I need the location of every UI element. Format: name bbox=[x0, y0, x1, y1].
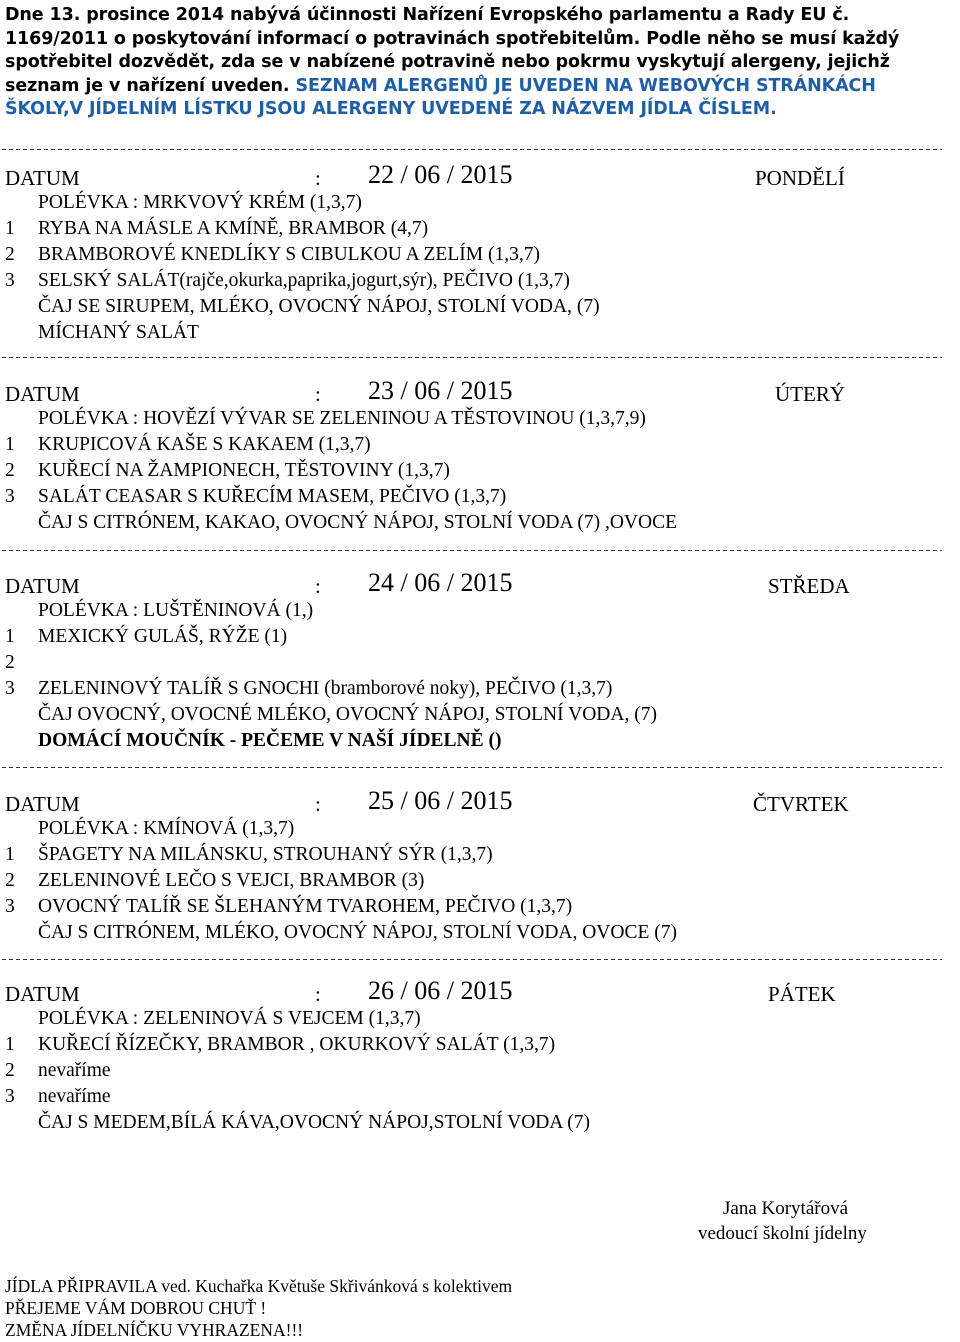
date-row bbox=[0, 160, 960, 190]
menu-item-number: 3 bbox=[5, 270, 15, 291]
menu-item-number: 2 bbox=[5, 460, 15, 481]
menu-line bbox=[0, 1110, 960, 1136]
date-label: DATUM bbox=[5, 574, 80, 598]
notice-text: Dne 13. prosince 2014 nabývá účinnosti Nařízení Evropského parlamentu a Rady EU č. 1169/2011 o poskytování informací o potravinách spotřebitelům. Podle něho se musí každý spotřebitel dozvědět, zda se v nabízené potravině nebo pokrmu vyskytují alergeny, jejichž seznam je v nařízení uveden. bbox=[5, 5, 900, 96]
separator bbox=[2, 545, 942, 555]
menu-item-text: ČAJ S MEDEM,BÍLÁ KÁVA,OVOCNÝ NÁPOJ,STOLNÍ VODA (7) bbox=[38, 1112, 590, 1133]
day-name: PÁTEK bbox=[768, 982, 836, 1006]
menu-item-text: POLÉVKA : MRKVOVÝ KRÉM (1,3,7) bbox=[38, 192, 362, 213]
menu-item-number: 1 bbox=[5, 626, 15, 647]
menu-item-text: SALÁT CEASAR S KUŘECÍM MASEM, PEČIVO (1,3,7) bbox=[38, 486, 507, 507]
menu-item-text: RYBA NA MÁSLE A KMÍNĚ, BRAMBOR (4,7) bbox=[38, 218, 429, 239]
menu-item-text: POLÉVKA : LUŠTĚNINOVÁ (1,) bbox=[38, 600, 314, 621]
menu-item-text: ČAJ S CITRÓNEM, KAKAO, OVOCNÝ NÁPOJ, STOLNÍ VODA (7) ,OVOCE bbox=[38, 512, 678, 533]
menu-item-text: BRAMBOROVÉ KNEDLÍKY S CIBULKOU A ZELÍM (1,3,7) bbox=[38, 244, 540, 265]
menu-line bbox=[0, 816, 960, 842]
menu-item-number: 3 bbox=[5, 486, 15, 507]
menu-item-number: 1 bbox=[5, 844, 15, 865]
menu-line bbox=[0, 624, 960, 650]
day-block bbox=[0, 160, 960, 346]
menu-line bbox=[0, 1006, 960, 1032]
menu-item-text: ČAJ OVOCNÝ, OVOCNÉ MLÉKO, OVOCNÝ NÁPOJ, STOLNÍ VODA, (7) bbox=[38, 704, 657, 725]
separator bbox=[2, 144, 942, 154]
menu-item-text: ZELENINOVÝ TALÍŘ S GNOCHI (bramborové noky), PEČIVO (1,3,7) bbox=[38, 678, 613, 699]
menu-line bbox=[0, 868, 960, 894]
day-block bbox=[0, 976, 960, 1136]
menu-item-number: 2 bbox=[5, 1060, 15, 1081]
menu-item-number: 2 bbox=[5, 244, 15, 265]
date-colon: : bbox=[315, 982, 321, 1006]
separator bbox=[2, 762, 942, 772]
date-colon: : bbox=[315, 166, 321, 190]
menu-line bbox=[0, 920, 960, 946]
day-block bbox=[0, 568, 960, 754]
date-colon: : bbox=[315, 382, 321, 406]
menu-item-number: 1 bbox=[5, 218, 15, 239]
menu-line bbox=[0, 1032, 960, 1058]
menu-item-number: 3 bbox=[5, 678, 15, 699]
date-row bbox=[0, 568, 960, 598]
date-colon: : bbox=[315, 574, 321, 598]
menu-line bbox=[0, 190, 960, 216]
date-colon: : bbox=[315, 792, 321, 816]
menu-line bbox=[0, 1058, 960, 1084]
menu-line bbox=[0, 842, 960, 868]
date-row bbox=[0, 786, 960, 816]
date-value: 25 / 06 / 2015 bbox=[368, 786, 513, 815]
menu-item-text: POLÉVKA : ZELENINOVÁ S VEJCEM (1,3,7) bbox=[38, 1008, 421, 1029]
menu-line bbox=[0, 216, 960, 242]
footer-prepared-by: JÍDLA PŘIPRAVILA ved. Kuchařka Květuše Skřivánková s kolektivem bbox=[5, 1276, 513, 1296]
notice-emphasis: SEZNAM ALERGENŮ JE UVEDEN NA WEBOVÝCH STRÁNKÁCH ŠKOLY,V JÍDELNÍM LÍSTKU JSOU ALERGENY UVEDENÉ ZA NÁZVEM JÍDLA ČÍSLEM. bbox=[5, 75, 876, 119]
menu-line bbox=[0, 894, 960, 920]
menu-item-number: 2 bbox=[5, 652, 15, 673]
menu-item-text: SELSKÝ SALÁT(rajče,okurka,paprika,jogurt,sýr), PEČIVO (1,3,7) bbox=[38, 270, 570, 291]
menu-line bbox=[0, 510, 960, 536]
menu-line bbox=[0, 702, 960, 728]
date-row bbox=[0, 976, 960, 1006]
menu-line bbox=[0, 598, 960, 624]
menu-item-text: ČAJ SE SIRUPEM, MLÉKO, OVOCNÝ NÁPOJ, STOLNÍ VODA, (7) bbox=[38, 296, 600, 317]
day-name: STŘEDA bbox=[768, 574, 850, 598]
day-name: PONDĚLÍ bbox=[755, 166, 845, 190]
menu-item-text: DOMÁCÍ MOUČNÍK - PEČEME V NAŠÍ JÍDELNĚ () bbox=[38, 730, 502, 751]
menu-item-text: KRUPICOVÁ KAŠE S KAKAEM (1,3,7) bbox=[38, 434, 371, 455]
menu-line bbox=[0, 406, 960, 432]
menu-item-number: 2 bbox=[5, 870, 15, 891]
date-row bbox=[0, 376, 960, 406]
date-value: 22 / 06 / 2015 bbox=[368, 160, 513, 189]
footer-change-notice: ZMĚNA JÍDELNÍČKU VYHRAZENA!!! bbox=[5, 1320, 304, 1340]
menu-item-text: KUŘECÍ ŘÍZEČKY, BRAMBOR , OKURKOVÝ SALÁT (1,3,7) bbox=[38, 1034, 556, 1055]
menu-line bbox=[0, 268, 960, 294]
menu-line bbox=[0, 294, 960, 320]
menu-item-text: KUŘECÍ NA ŽAMPIONECH, TĚSTOVINY (1,3,7) bbox=[38, 460, 450, 481]
menu-item-text: ČAJ S CITRÓNEM, MLÉKO, OVOCNÝ NÁPOJ, STOLNÍ VODA, OVOCE (7) bbox=[38, 922, 678, 943]
date-label: DATUM bbox=[5, 382, 80, 406]
day-block bbox=[0, 376, 960, 536]
menu-item-number: 3 bbox=[5, 1086, 15, 1107]
menu-line bbox=[0, 676, 960, 702]
menu-item-number: 1 bbox=[5, 1034, 15, 1055]
menu-item-number: 3 bbox=[5, 896, 15, 917]
signature-role: vedoucí školní jídelny bbox=[698, 1223, 867, 1244]
separator bbox=[2, 954, 942, 964]
day-name: ÚTERÝ bbox=[775, 382, 845, 406]
menu-item-text: POLÉVKA : KMÍNOVÁ (1,3,7) bbox=[38, 818, 295, 839]
menu-item-text: MEXICKÝ GULÁŠ, RÝŽE (1) bbox=[38, 626, 288, 647]
allergen-notice bbox=[5, 4, 955, 122]
menu-item-number: 1 bbox=[5, 434, 15, 455]
menu-item-text: MÍCHANÝ SALÁT bbox=[38, 322, 199, 343]
menu-item-text: nevaříme bbox=[38, 1060, 111, 1081]
footer-wish: PŘEJEME VÁM DOBROU CHUŤ ! bbox=[5, 1298, 267, 1318]
menu-item-text: OVOCNÝ TALÍŘ SE ŠLEHANÝM TVAROHEM, PEČIVO (1,3,7) bbox=[38, 896, 573, 917]
day-name: ČTVRTEK bbox=[753, 792, 849, 816]
date-label: DATUM bbox=[5, 792, 80, 816]
date-value: 24 / 06 / 2015 bbox=[368, 568, 513, 597]
menu-line bbox=[0, 728, 960, 754]
menu-line bbox=[0, 1084, 960, 1110]
menu-item-text: nevaříme bbox=[38, 1086, 111, 1107]
menu-line bbox=[0, 242, 960, 268]
menu-item-text: ZELENINOVÉ LEČO S VEJCI, BRAMBOR (3) bbox=[38, 870, 425, 891]
signature-name: Jana Korytářová bbox=[723, 1198, 849, 1219]
separator bbox=[2, 352, 942, 362]
day-block bbox=[0, 786, 960, 946]
menu-line bbox=[0, 432, 960, 458]
menu-item-text: POLÉVKA : HOVĚZÍ VÝVAR SE ZELENINOU A TĚSTOVINOU (1,3,7,9) bbox=[38, 408, 646, 429]
menu-line bbox=[0, 458, 960, 484]
menu-line bbox=[0, 650, 960, 676]
date-value: 26 / 06 / 2015 bbox=[368, 976, 513, 1005]
menu-item-text: ŠPAGETY NA MILÁNSKU, STROUHANÝ SÝR (1,3,7) bbox=[38, 844, 493, 865]
date-value: 23 / 06 / 2015 bbox=[368, 376, 513, 405]
date-label: DATUM bbox=[5, 166, 80, 190]
menu-line bbox=[0, 320, 960, 346]
date-label: DATUM bbox=[5, 982, 80, 1006]
menu-line bbox=[0, 484, 960, 510]
